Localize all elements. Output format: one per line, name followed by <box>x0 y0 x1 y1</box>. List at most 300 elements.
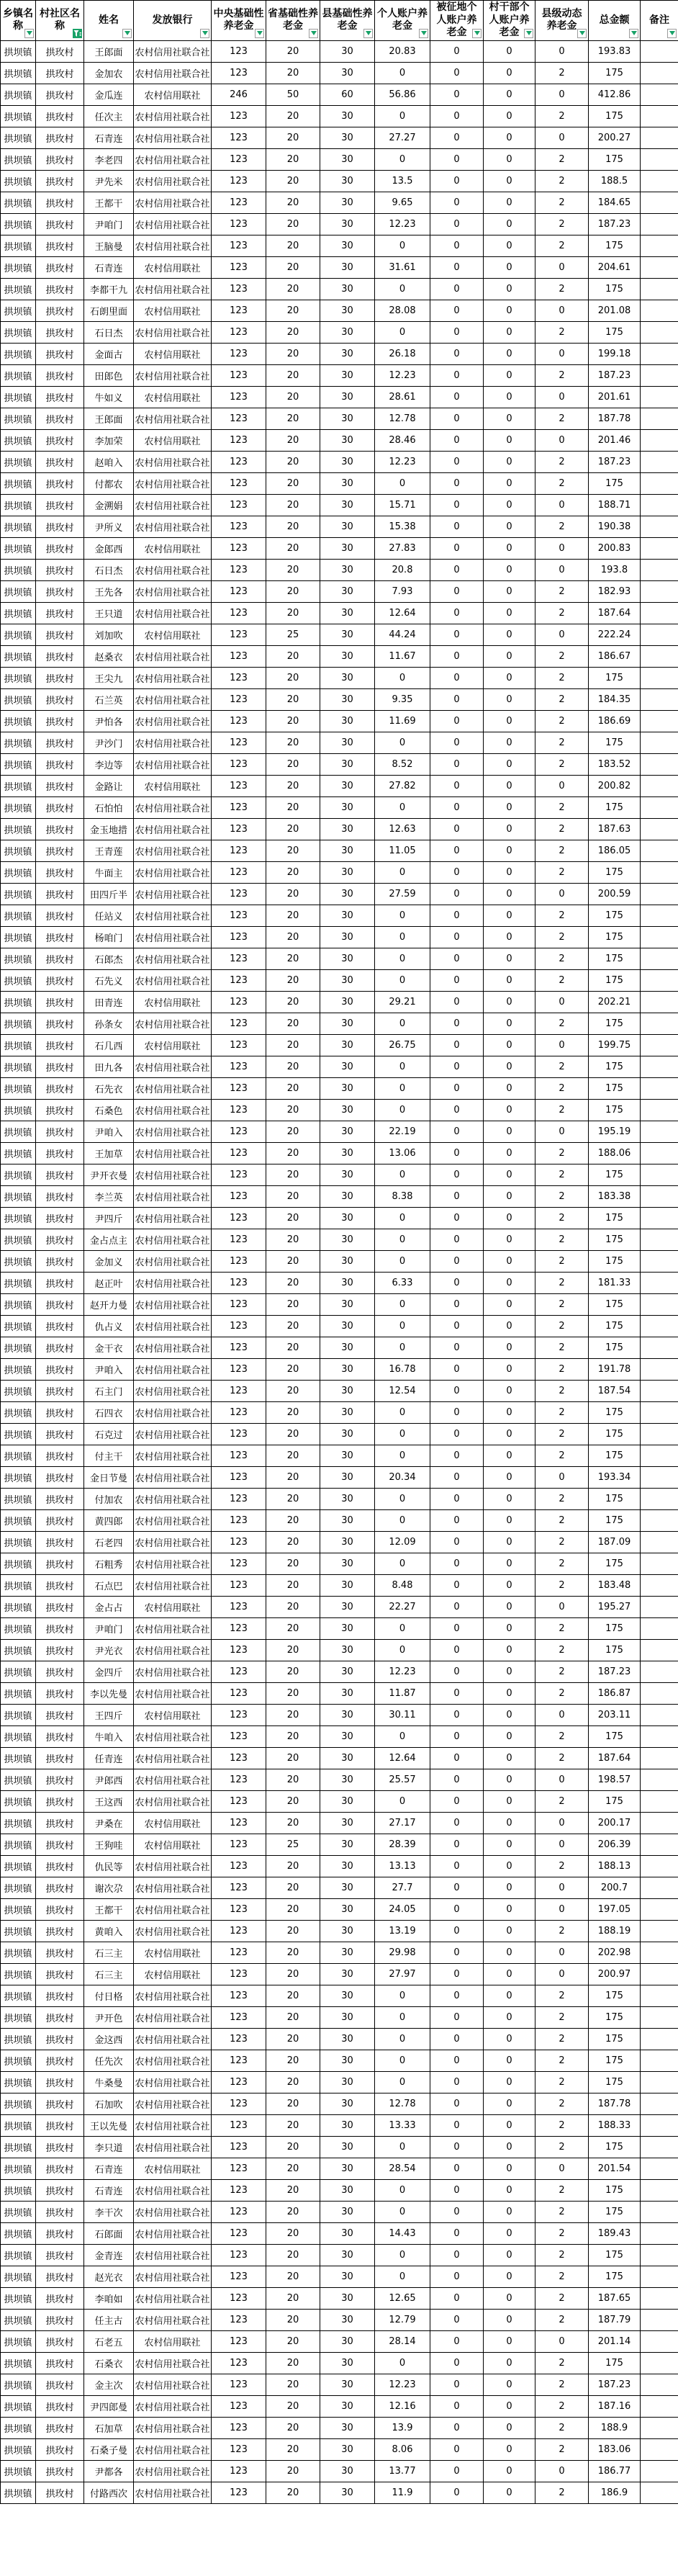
cell-land-pension[interactable]: 0 <box>430 494 484 516</box>
cell-remark[interactable] <box>641 1985 678 2006</box>
cell-township[interactable]: 拱坝镇 <box>1 1466 36 1488</box>
cell-village[interactable]: 拱玫村 <box>36 2050 84 2071</box>
cell-name[interactable]: 石三主 <box>84 1963 134 1985</box>
cell-total[interactable]: 175 <box>589 2050 641 2071</box>
cell-dynamic-pension[interactable]: 2 <box>535 1401 589 1423</box>
cell-province-pension[interactable]: 25 <box>266 624 320 645</box>
cell-village[interactable]: 拱玫村 <box>36 1185 84 1207</box>
cell-total[interactable]: 187.64 <box>589 602 641 624</box>
cell-central-pension[interactable]: 123 <box>212 796 266 818</box>
cell-county-pension[interactable]: 30 <box>320 1596 375 1617</box>
cell-personal-pension[interactable]: 0 <box>375 2201 430 2222</box>
cell-bank[interactable]: 农村信用社联合社 <box>134 2395 212 2417</box>
cell-personal-pension[interactable]: 0 <box>375 1056 430 1077</box>
cell-province-pension[interactable]: 20 <box>266 991 320 1013</box>
cell-county-pension[interactable]: 30 <box>320 1747 375 1769</box>
cell-name[interactable]: 金青连 <box>84 2244 134 2266</box>
cell-land-pension[interactable]: 0 <box>430 1423 484 1445</box>
cell-land-pension[interactable]: 0 <box>430 1509 484 1531</box>
cell-county-pension[interactable]: 30 <box>320 2374 375 2395</box>
cell-township[interactable]: 拱坝镇 <box>1 494 36 516</box>
cell-cadre-pension[interactable]: 0 <box>484 969 535 991</box>
cell-name[interactable]: 石青连 <box>84 127 134 148</box>
cell-central-pension[interactable]: 123 <box>212 2287 266 2309</box>
cell-central-pension[interactable]: 123 <box>212 1358 266 1380</box>
cell-land-pension[interactable]: 0 <box>430 2006 484 2028</box>
cell-province-pension[interactable]: 20 <box>266 1099 320 1121</box>
cell-land-pension[interactable]: 0 <box>430 1531 484 1553</box>
filter-dropdown-icon[interactable] <box>419 29 428 38</box>
cell-cadre-pension[interactable]: 0 <box>484 883 535 905</box>
cell-cadre-pension[interactable]: 0 <box>484 1315 535 1337</box>
cell-total[interactable]: 175 <box>589 148 641 170</box>
cell-county-pension[interactable]: 30 <box>320 1553 375 1574</box>
cell-township[interactable]: 拱坝镇 <box>1 969 36 991</box>
filter-dropdown-icon[interactable] <box>363 29 373 38</box>
cell-county-pension[interactable]: 30 <box>320 948 375 969</box>
cell-bank[interactable]: 农村信用社联合社 <box>134 1553 212 1574</box>
cell-dynamic-pension[interactable]: 2 <box>535 1293 589 1315</box>
cell-dynamic-pension[interactable]: 2 <box>535 2352 589 2374</box>
cell-township[interactable]: 拱坝镇 <box>1 1401 36 1423</box>
cell-central-pension[interactable]: 123 <box>212 1704 266 1725</box>
cell-county-pension[interactable]: 30 <box>320 688 375 710</box>
cell-name[interactable]: 石四衣 <box>84 1401 134 1423</box>
cell-province-pension[interactable]: 20 <box>266 148 320 170</box>
cell-township[interactable]: 拱坝镇 <box>1 1013 36 1034</box>
cell-village[interactable]: 拱玫村 <box>36 2179 84 2201</box>
cell-dynamic-pension[interactable]: 2 <box>535 1315 589 1337</box>
cell-total[interactable]: 197.05 <box>589 1898 641 1920</box>
cell-bank[interactable]: 农村信用社联合社 <box>134 1423 212 1445</box>
cell-county-pension[interactable]: 30 <box>320 1617 375 1639</box>
cell-village[interactable]: 拱玫村 <box>36 905 84 926</box>
cell-cadre-pension[interactable]: 0 <box>484 1401 535 1423</box>
cell-county-pension[interactable]: 30 <box>320 667 375 688</box>
cell-land-pension[interactable]: 0 <box>430 559 484 580</box>
cell-cadre-pension[interactable]: 0 <box>484 775 535 796</box>
cell-total[interactable]: 200.97 <box>589 1963 641 1985</box>
cell-land-pension[interactable]: 0 <box>430 624 484 645</box>
cell-cadre-pension[interactable]: 0 <box>484 1682 535 1704</box>
cell-county-pension[interactable]: 30 <box>320 861 375 883</box>
cell-total[interactable]: 187.65 <box>589 2287 641 2309</box>
cell-land-pension[interactable]: 0 <box>430 1747 484 1769</box>
cell-dynamic-pension[interactable]: 2 <box>535 170 589 192</box>
cell-central-pension[interactable]: 123 <box>212 732 266 753</box>
cell-township[interactable]: 拱坝镇 <box>1 213 36 235</box>
cell-name[interactable]: 李干次 <box>84 2201 134 2222</box>
cell-total[interactable]: 191.78 <box>589 1358 641 1380</box>
column-header-township[interactable] <box>1 1 36 41</box>
cell-township[interactable]: 拱坝镇 <box>1 559 36 580</box>
cell-dynamic-pension[interactable]: 2 <box>535 1358 589 1380</box>
cell-name[interactable]: 赵开力曼 <box>84 1293 134 1315</box>
cell-remark[interactable] <box>641 1229 678 1250</box>
cell-central-pension[interactable]: 123 <box>212 343 266 364</box>
cell-personal-pension[interactable]: 12.78 <box>375 2093 430 2114</box>
cell-remark[interactable] <box>641 1207 678 1229</box>
cell-central-pension[interactable]: 123 <box>212 1445 266 1466</box>
cell-bank[interactable]: 农村信用社联合社 <box>134 602 212 624</box>
cell-total[interactable]: 198.57 <box>589 1769 641 1790</box>
cell-dynamic-pension[interactable]: 2 <box>535 321 589 343</box>
cell-dynamic-pension[interactable]: 2 <box>535 969 589 991</box>
cell-bank[interactable]: 农村信用社联合社 <box>134 2244 212 2266</box>
cell-personal-pension[interactable]: 0 <box>375 1337 430 1358</box>
cell-total[interactable]: 186.9 <box>589 2482 641 2503</box>
cell-land-pension[interactable]: 0 <box>430 451 484 472</box>
cell-cadre-pension[interactable]: 0 <box>484 2309 535 2330</box>
cell-central-pension[interactable]: 123 <box>212 1639 266 1661</box>
cell-total[interactable]: 175 <box>589 1423 641 1445</box>
cell-bank[interactable]: 农村信用联社 <box>134 1034 212 1056</box>
cell-central-pension[interactable]: 123 <box>212 494 266 516</box>
cell-personal-pension[interactable]: 11.87 <box>375 1682 430 1704</box>
cell-land-pension[interactable]: 0 <box>430 2266 484 2287</box>
cell-county-pension[interactable]: 30 <box>320 1013 375 1034</box>
cell-province-pension[interactable]: 20 <box>266 688 320 710</box>
cell-township[interactable]: 拱坝镇 <box>1 1229 36 1250</box>
cell-cadre-pension[interactable]: 0 <box>484 472 535 494</box>
cell-remark[interactable] <box>641 645 678 667</box>
cell-remark[interactable] <box>641 1747 678 1769</box>
cell-village[interactable]: 拱玫村 <box>36 1877 84 1898</box>
cell-land-pension[interactable]: 0 <box>430 1682 484 1704</box>
cell-county-pension[interactable]: 30 <box>320 580 375 602</box>
cell-central-pension[interactable]: 123 <box>212 2244 266 2266</box>
cell-remark[interactable] <box>641 775 678 796</box>
cell-central-pension[interactable]: 123 <box>212 1834 266 1855</box>
cell-cadre-pension[interactable]: 0 <box>484 1812 535 1834</box>
cell-land-pension[interactable]: 0 <box>430 1942 484 1963</box>
cell-land-pension[interactable]: 0 <box>430 1963 484 1985</box>
cell-central-pension[interactable]: 123 <box>212 1293 266 1315</box>
cell-name[interactable]: 金路让 <box>84 775 134 796</box>
cell-bank[interactable]: 农村信用社联合社 <box>134 1229 212 1250</box>
cell-province-pension[interactable]: 20 <box>266 753 320 775</box>
cell-remark[interactable] <box>641 40 678 62</box>
cell-village[interactable]: 拱玫村 <box>36 1769 84 1790</box>
cell-remark[interactable] <box>641 1099 678 1121</box>
cell-total[interactable]: 175 <box>589 1077 641 1099</box>
cell-dynamic-pension[interactable]: 2 <box>535 667 589 688</box>
cell-name[interactable]: 牛咱入 <box>84 1725 134 1747</box>
cell-name[interactable]: 王都干 <box>84 1898 134 1920</box>
cell-county-pension[interactable]: 30 <box>320 1812 375 1834</box>
cell-township[interactable]: 拱坝镇 <box>1 1099 36 1121</box>
cell-name[interactable]: 石先衣 <box>84 1077 134 1099</box>
cell-name[interactable]: 尹郎西 <box>84 1769 134 1790</box>
cell-province-pension[interactable]: 20 <box>266 1855 320 1877</box>
cell-dynamic-pension[interactable]: 2 <box>535 1056 589 1077</box>
cell-bank[interactable]: 农村信用联社 <box>134 1812 212 1834</box>
cell-province-pension[interactable]: 20 <box>266 2287 320 2309</box>
cell-county-pension[interactable]: 30 <box>320 905 375 926</box>
cell-remark[interactable] <box>641 1574 678 1596</box>
cell-province-pension[interactable]: 20 <box>266 1358 320 1380</box>
cell-province-pension[interactable]: 20 <box>266 1337 320 1358</box>
cell-province-pension[interactable]: 20 <box>266 1790 320 1812</box>
cell-name[interactable]: 仇占义 <box>84 1315 134 1337</box>
cell-central-pension[interactable]: 123 <box>212 1013 266 1034</box>
cell-cadre-pension[interactable]: 0 <box>484 580 535 602</box>
cell-cadre-pension[interactable]: 0 <box>484 1790 535 1812</box>
cell-name[interactable]: 石老五 <box>84 2330 134 2352</box>
cell-township[interactable]: 拱坝镇 <box>1 2158 36 2179</box>
cell-total[interactable]: 188.71 <box>589 494 641 516</box>
cell-village[interactable]: 拱玫村 <box>36 213 84 235</box>
cell-cadre-pension[interactable]: 0 <box>484 710 535 732</box>
cell-cadre-pension[interactable]: 0 <box>484 732 535 753</box>
cell-province-pension[interactable]: 20 <box>266 2352 320 2374</box>
cell-land-pension[interactable]: 0 <box>430 148 484 170</box>
cell-dynamic-pension[interactable]: 2 <box>535 2222 589 2244</box>
cell-township[interactable]: 拱坝镇 <box>1 321 36 343</box>
cell-name[interactable]: 牛桑曼 <box>84 2071 134 2093</box>
cell-township[interactable]: 拱坝镇 <box>1 645 36 667</box>
cell-remark[interactable] <box>641 2266 678 2287</box>
cell-province-pension[interactable]: 20 <box>266 2374 320 2395</box>
cell-township[interactable]: 拱坝镇 <box>1 127 36 148</box>
cell-central-pension[interactable]: 123 <box>212 2330 266 2352</box>
cell-total[interactable]: 195.19 <box>589 1121 641 1142</box>
cell-land-pension[interactable]: 0 <box>430 1142 484 1164</box>
cell-central-pension[interactable]: 123 <box>212 624 266 645</box>
cell-land-pension[interactable]: 0 <box>430 1920 484 1942</box>
cell-dynamic-pension[interactable]: 0 <box>535 2158 589 2179</box>
cell-remark[interactable] <box>641 537 678 559</box>
cell-bank[interactable]: 农村信用社联合社 <box>134 1790 212 1812</box>
cell-remark[interactable] <box>641 1812 678 1834</box>
cell-name[interactable]: 金溯娟 <box>84 494 134 516</box>
cell-county-pension[interactable]: 30 <box>320 1661 375 1682</box>
cell-province-pension[interactable]: 20 <box>266 40 320 62</box>
cell-land-pension[interactable]: 0 <box>430 278 484 300</box>
cell-province-pension[interactable]: 20 <box>266 192 320 213</box>
cell-land-pension[interactable]: 0 <box>430 796 484 818</box>
cell-province-pension[interactable]: 20 <box>266 1574 320 1596</box>
cell-county-pension[interactable]: 30 <box>320 1855 375 1877</box>
cell-village[interactable]: 拱玫村 <box>36 494 84 516</box>
cell-remark[interactable] <box>641 1596 678 1617</box>
cell-village[interactable]: 拱玫村 <box>36 2158 84 2179</box>
cell-province-pension[interactable]: 20 <box>266 256 320 278</box>
cell-province-pension[interactable]: 20 <box>266 1704 320 1725</box>
cell-central-pension[interactable]: 123 <box>212 40 266 62</box>
cell-township[interactable]: 拱坝镇 <box>1 2222 36 2244</box>
cell-province-pension[interactable]: 20 <box>266 732 320 753</box>
cell-personal-pension[interactable]: 0 <box>375 2179 430 2201</box>
cell-province-pension[interactable]: 20 <box>266 278 320 300</box>
cell-township[interactable]: 拱坝镇 <box>1 2179 36 2201</box>
cell-personal-pension[interactable]: 13.33 <box>375 2114 430 2136</box>
cell-name[interactable]: 王狗哇 <box>84 1834 134 1855</box>
cell-cadre-pension[interactable]: 0 <box>484 1337 535 1358</box>
cell-name[interactable]: 付主干 <box>84 1445 134 1466</box>
filter-dropdown-icon[interactable] <box>629 29 638 38</box>
cell-dynamic-pension[interactable]: 2 <box>535 1229 589 1250</box>
cell-remark[interactable] <box>641 472 678 494</box>
cell-central-pension[interactable]: 123 <box>212 1509 266 1531</box>
cell-remark[interactable] <box>641 2244 678 2266</box>
cell-total[interactable]: 200.59 <box>589 883 641 905</box>
cell-total[interactable]: 175 <box>589 472 641 494</box>
cell-remark[interactable] <box>641 1639 678 1661</box>
cell-name[interactable]: 石先义 <box>84 969 134 991</box>
cell-dynamic-pension[interactable]: 2 <box>535 2395 589 2417</box>
cell-cadre-pension[interactable]: 0 <box>484 1725 535 1747</box>
cell-village[interactable]: 拱玫村 <box>36 84 84 105</box>
cell-bank[interactable]: 农村信用社联合社 <box>134 2136 212 2158</box>
cell-county-pension[interactable]: 30 <box>320 2006 375 2028</box>
cell-central-pension[interactable]: 123 <box>212 1617 266 1639</box>
cell-cadre-pension[interactable]: 0 <box>484 2006 535 2028</box>
cell-total[interactable]: 182.93 <box>589 580 641 602</box>
cell-county-pension[interactable]: 30 <box>320 710 375 732</box>
cell-total[interactable]: 200.17 <box>589 1812 641 1834</box>
cell-county-pension[interactable]: 30 <box>320 321 375 343</box>
cell-cadre-pension[interactable]: 0 <box>484 429 535 451</box>
cell-township[interactable]: 拱坝镇 <box>1 2050 36 2071</box>
cell-central-pension[interactable]: 123 <box>212 2071 266 2093</box>
cell-central-pension[interactable]: 123 <box>212 2201 266 2222</box>
cell-personal-pension[interactable]: 0 <box>375 905 430 926</box>
cell-village[interactable]: 拱玫村 <box>36 2266 84 2287</box>
cell-central-pension[interactable]: 123 <box>212 1963 266 1985</box>
cell-village[interactable]: 拱玫村 <box>36 1337 84 1358</box>
cell-dynamic-pension[interactable]: 2 <box>535 1985 589 2006</box>
cell-land-pension[interactable]: 0 <box>430 1639 484 1661</box>
cell-village[interactable]: 拱玫村 <box>36 1661 84 1682</box>
cell-cadre-pension[interactable]: 0 <box>484 451 535 472</box>
cell-dynamic-pension[interactable]: 0 <box>535 991 589 1013</box>
cell-dynamic-pension[interactable]: 2 <box>535 2482 589 2503</box>
cell-central-pension[interactable]: 123 <box>212 602 266 624</box>
cell-personal-pension[interactable]: 28.39 <box>375 1834 430 1855</box>
cell-dynamic-pension[interactable]: 2 <box>535 2438 589 2460</box>
cell-township[interactable]: 拱坝镇 <box>1 2395 36 2417</box>
cell-remark[interactable] <box>641 1855 678 1877</box>
cell-township[interactable]: 拱坝镇 <box>1 2136 36 2158</box>
cell-province-pension[interactable]: 20 <box>266 602 320 624</box>
cell-central-pension[interactable]: 123 <box>212 559 266 580</box>
cell-land-pension[interactable]: 0 <box>430 948 484 969</box>
cell-land-pension[interactable]: 0 <box>430 1121 484 1142</box>
cell-remark[interactable] <box>641 732 678 753</box>
cell-personal-pension[interactable]: 0 <box>375 2006 430 2028</box>
cell-remark[interactable] <box>641 321 678 343</box>
cell-total[interactable]: 201.46 <box>589 429 641 451</box>
cell-dynamic-pension[interactable]: 2 <box>535 1574 589 1596</box>
cell-personal-pension[interactable]: 8.38 <box>375 1185 430 1207</box>
cell-central-pension[interactable]: 123 <box>212 256 266 278</box>
cell-bank[interactable]: 农村信用社联合社 <box>134 1574 212 1596</box>
cell-township[interactable]: 拱坝镇 <box>1 602 36 624</box>
cell-cadre-pension[interactable]: 0 <box>484 1834 535 1855</box>
cell-township[interactable]: 拱坝镇 <box>1 170 36 192</box>
cell-province-pension[interactable]: 20 <box>266 883 320 905</box>
cell-township[interactable]: 拱坝镇 <box>1 40 36 62</box>
cell-village[interactable]: 拱玫村 <box>36 2222 84 2244</box>
cell-land-pension[interactable]: 0 <box>430 1790 484 1812</box>
cell-personal-pension[interactable]: 29.98 <box>375 1942 430 1963</box>
cell-county-pension[interactable]: 30 <box>320 2309 375 2330</box>
cell-township[interactable]: 拱坝镇 <box>1 1488 36 1509</box>
cell-township[interactable]: 拱坝镇 <box>1 256 36 278</box>
cell-central-pension[interactable]: 123 <box>212 300 266 321</box>
cell-village[interactable]: 拱玫村 <box>36 753 84 775</box>
cell-province-pension[interactable]: 20 <box>266 1401 320 1423</box>
cell-cadre-pension[interactable]: 0 <box>484 1077 535 1099</box>
cell-land-pension[interactable]: 0 <box>430 1164 484 1185</box>
cell-total[interactable]: 175 <box>589 2266 641 2287</box>
cell-dynamic-pension[interactable]: 2 <box>535 516 589 537</box>
cell-remark[interactable] <box>641 1142 678 1164</box>
cell-village[interactable]: 拱玫村 <box>36 559 84 580</box>
cell-total[interactable]: 187.09 <box>589 1531 641 1553</box>
cell-province-pension[interactable]: 20 <box>266 2395 320 2417</box>
cell-land-pension[interactable]: 0 <box>430 710 484 732</box>
cell-remark[interactable] <box>641 1661 678 1682</box>
cell-name[interactable]: 黄咱入 <box>84 1920 134 1942</box>
cell-remark[interactable] <box>641 2071 678 2093</box>
cell-total[interactable]: 175 <box>589 1790 641 1812</box>
cell-bank[interactable]: 农村信用社联合社 <box>134 2417 212 2438</box>
cell-personal-pension[interactable]: 0 <box>375 1488 430 1509</box>
cell-village[interactable]: 拱玫村 <box>36 2006 84 2028</box>
cell-county-pension[interactable]: 30 <box>320 386 375 408</box>
cell-total[interactable]: 188.13 <box>589 1855 641 1877</box>
cell-county-pension[interactable]: 30 <box>320 559 375 580</box>
cell-land-pension[interactable]: 0 <box>430 472 484 494</box>
cell-land-pension[interactable]: 0 <box>430 1315 484 1337</box>
cell-county-pension[interactable]: 30 <box>320 235 375 256</box>
cell-dynamic-pension[interactable]: 0 <box>535 1034 589 1056</box>
cell-land-pension[interactable]: 0 <box>430 580 484 602</box>
cell-remark[interactable] <box>641 840 678 861</box>
cell-name[interactable]: 尹四郎曼 <box>84 2395 134 2417</box>
cell-township[interactable]: 拱坝镇 <box>1 1293 36 1315</box>
cell-township[interactable]: 拱坝镇 <box>1 472 36 494</box>
cell-land-pension[interactable]: 0 <box>430 300 484 321</box>
cell-village[interactable]: 拱玫村 <box>36 2374 84 2395</box>
cell-personal-pension[interactable]: 8.48 <box>375 1574 430 1596</box>
cell-personal-pension[interactable]: 0 <box>375 667 430 688</box>
cell-county-pension[interactable]: 30 <box>320 1380 375 1401</box>
cell-total[interactable]: 201.08 <box>589 300 641 321</box>
cell-county-pension[interactable]: 60 <box>320 84 375 105</box>
cell-township[interactable]: 拱坝镇 <box>1 1920 36 1942</box>
cell-township[interactable]: 拱坝镇 <box>1 840 36 861</box>
cell-personal-pension[interactable]: 0 <box>375 148 430 170</box>
cell-name[interactable]: 石三主 <box>84 1942 134 1963</box>
cell-bank[interactable]: 农村信用社联合社 <box>134 2374 212 2395</box>
cell-dynamic-pension[interactable]: 0 <box>535 1466 589 1488</box>
cell-cadre-pension[interactable]: 0 <box>484 2222 535 2244</box>
cell-province-pension[interactable]: 20 <box>266 1121 320 1142</box>
cell-village[interactable]: 拱玫村 <box>36 775 84 796</box>
cell-remark[interactable] <box>641 2309 678 2330</box>
cell-county-pension[interactable]: 30 <box>320 148 375 170</box>
cell-village[interactable]: 拱玫村 <box>36 2136 84 2158</box>
cell-remark[interactable] <box>641 602 678 624</box>
cell-province-pension[interactable]: 20 <box>266 818 320 840</box>
cell-name[interactable]: 任先次 <box>84 2050 134 2071</box>
cell-remark[interactable] <box>641 278 678 300</box>
cell-cadre-pension[interactable]: 0 <box>484 2179 535 2201</box>
cell-remark[interactable] <box>641 926 678 948</box>
